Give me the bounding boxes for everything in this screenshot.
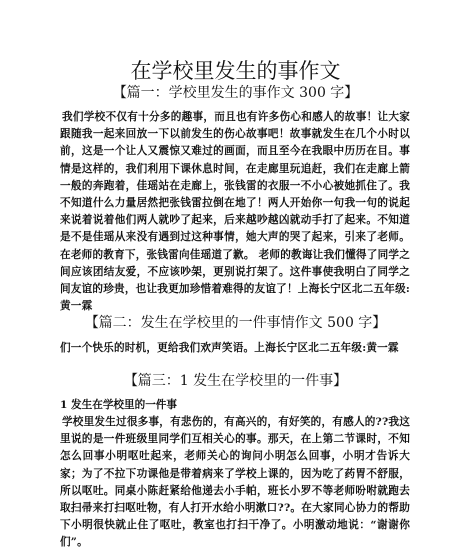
section-3-subtitle: 1 发生在学校里的一件事 xyxy=(60,399,177,411)
section-1-body: 我们学校不仅有十分多的趣事，而且也有许多伤心和感人的故事！让大家跟随我一起来回放一下以前发生的伤心故事吧！故事就发生在几个小时以前，这是一个让人又震惊又难过的画面，而且至今在我眼中历历在目。事情是这样的，我们利用下课休息时间，在走廊里玩追赶，我们在走廊上箭一般的奔跑着，佳瑶站在走廊上，张钱雷的衣服一不小心被她抓住了。我不知道什么力量居然把张钱雷拉倒在地了！两人开始你一句我一句的说起来说着说着他们两人就吵了起来，后来越吵越凶就动手打了起来。不知道是不是佳瑶从来没有遇到过这种事情，她大声的哭了起来，引来了老师。在老师的教育下，张钱雷向佳瑶道了歉。 老师的教诲让我们懂得了同学之间应该团结友爱，不应该吵架，更别说打架了。这件事使我明白了同学之间友谊的珍贵，也让我更加珍惜着难得的友谊了！上海长宁区北二五年级:黄一霖 xyxy=(60,111,410,313)
section-2-body: 们一个快乐的时机，更给我们欢声笑语。上海长宁区北二五年级:黄一霖 xyxy=(60,342,399,354)
section-3-body: 学校里发生过很多事，有悲伤的，有高兴的，有好笑的，有感人的??我这里说的是一件班级里同学们互相关心的事。那天，在上第二节课时，不知怎么回事小明呕吐起来，老师关心的询问小明怎么回事，小明才告诉大家；为了不拉下功课他是带着病来了学校上课的，因为吃了药胃不舒服，所以呕吐。同桌小陈赶紧给他递去小手帕，班长小罗不等老师吩咐就跑去取扫帚来打扫呕吐物，有人打开水给小明漱口??。在大家同心协力的帮助下小明很快就止住了呕吐，教室也打扫干净了。小明激动地说：“谢谢你们”。 xyxy=(60,416,410,549)
section-heading-3: 【篇三：1 发生在学校里的一件事】 xyxy=(123,373,348,389)
section-heading-1: 【篇一：学校里发生的事作文 300 字】 xyxy=(112,85,359,101)
document-title: 在学校里发生的事作文 xyxy=(130,59,341,83)
section-heading-2: 【篇二：发生在学校里的一件事情作文 500 字】 xyxy=(84,315,387,331)
